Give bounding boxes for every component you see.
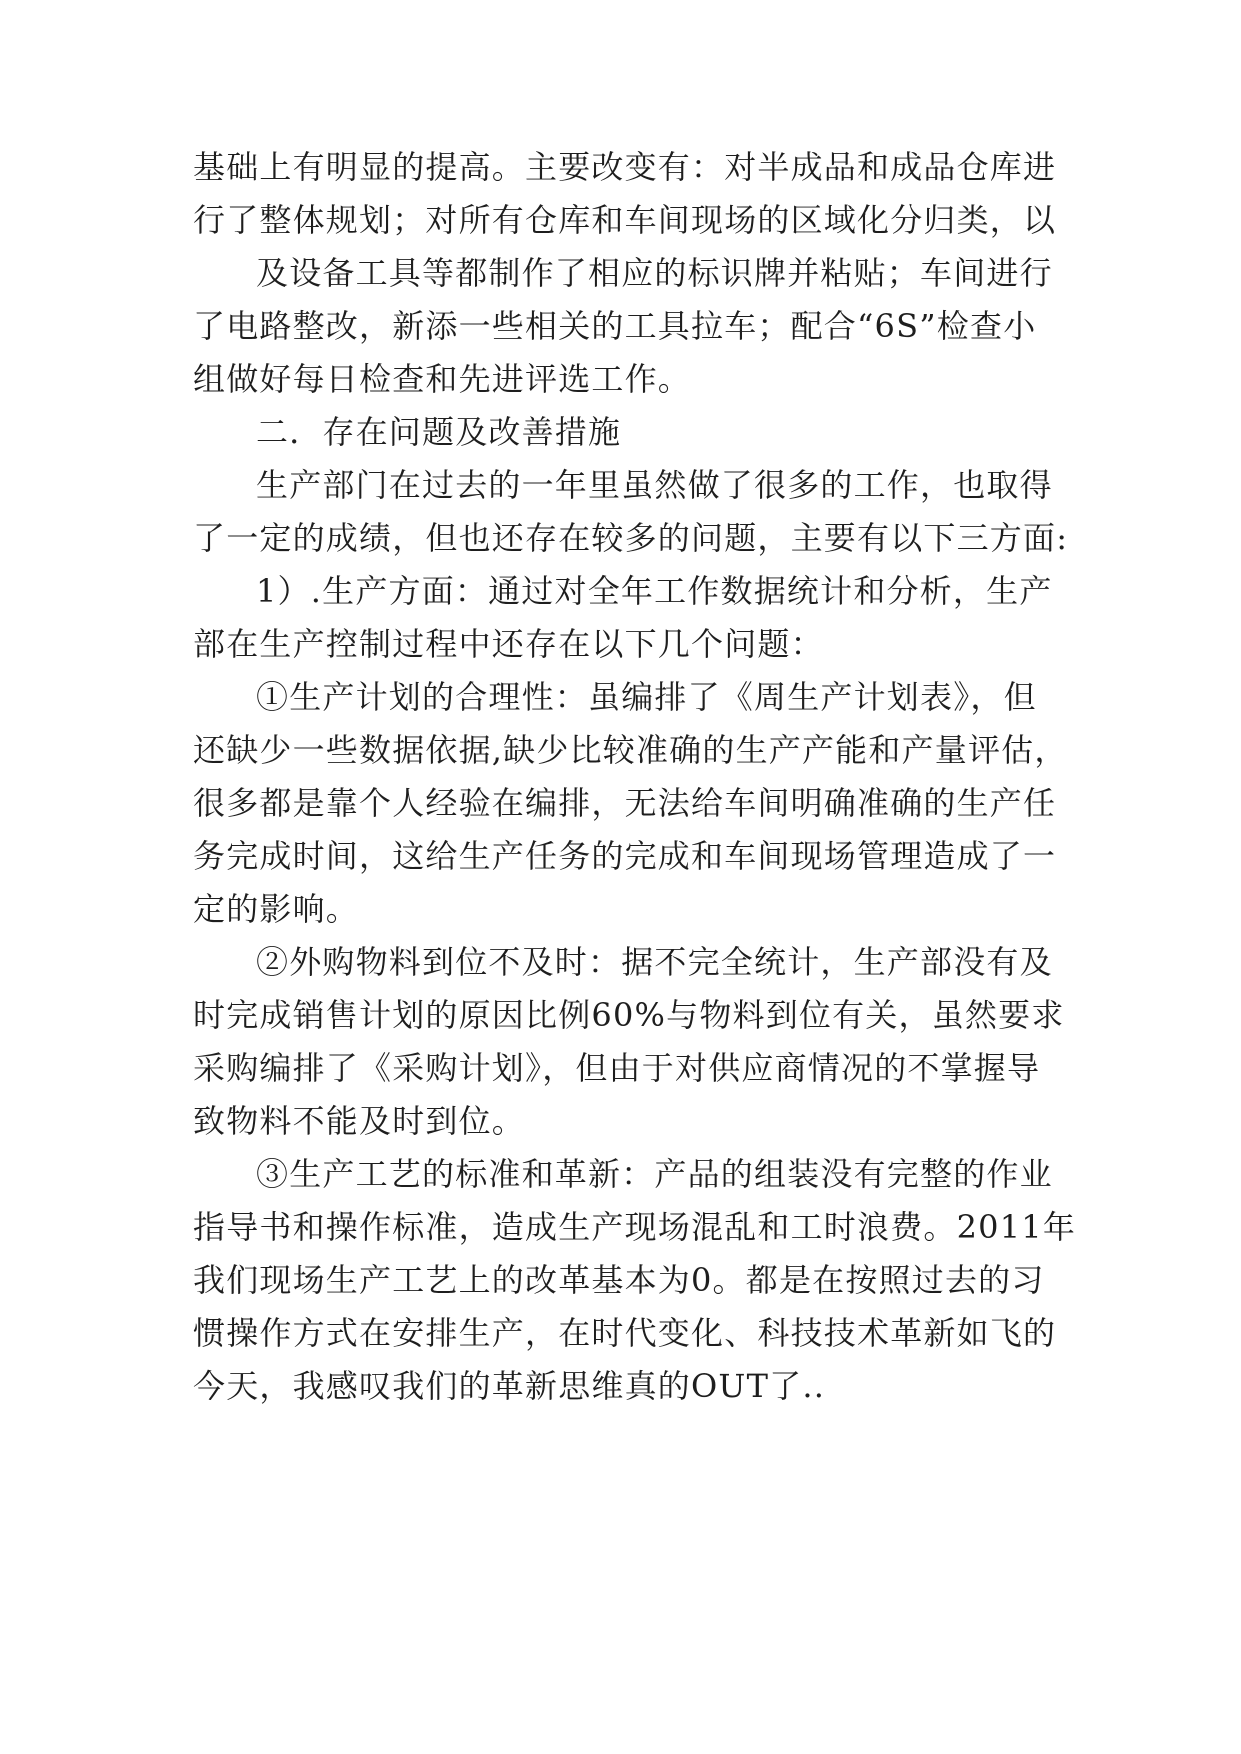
text-line: 生产部门在过去的一年里虽然做了很多的工作，也取得 (256, 466, 1053, 504)
text-line: 还缺少一些数据依据,缺少比较准确的生产产能和产量评估， (193, 731, 1068, 769)
text-line: 了电路整改，新添一些相关的工具拉车；配合“6S”检查小 (193, 307, 1037, 345)
text-line: ②外购物料到位不及时：据不完全统计，生产部没有及 (256, 943, 1053, 981)
text-line: 基础上有明显的提高。主要改变有：对半成品和成品仓库进 (193, 148, 1057, 186)
text-line: ①生产计划的合理性：虽编排了《周生产计划表》，但 (256, 678, 1037, 716)
text-line: 部在生产控制过程中还存在以下几个问题： (193, 625, 824, 663)
text-line: ③生产工艺的标准和革新：产品的组装没有完整的作业 (256, 1155, 1053, 1193)
text-line: 组做好每日检查和先进评选工作。 (193, 360, 692, 398)
text-line: 1）.生产方面：通过对全年工作数据统计和分析，生产 (256, 572, 1053, 610)
text-line: 致物料不能及时到位。 (193, 1102, 526, 1140)
text-line: 惯操作方式在安排生产，在时代变化、科技技术革新如飞的 (193, 1314, 1057, 1352)
text-line: 我们现场生产工艺上的改革基本为0。都是在按照过去的习 (193, 1261, 1045, 1299)
text-line: 时完成销售计划的原因比例60%与物料到位有关，虽然要求 (193, 996, 1065, 1034)
text-line: 了一定的成绩，但也还存在较多的问题，主要有以下三方面: (193, 519, 1069, 557)
text-line: 务完成时间，这给生产任务的完成和车间现场管理造成了一 (193, 837, 1057, 875)
text-line: 行了整体规划；对所有仓库和车间现场的区域化分归类，以 (193, 201, 1057, 239)
text-line: 今天，我感叹我们的革新思维真的OUT了.. (193, 1367, 826, 1405)
text-line: 很多都是靠个人经验在编排，无法给车间明确准确的生产任 (193, 784, 1057, 822)
section-heading: 二．存在问题及改善措施 (256, 413, 622, 451)
text-line: 指导书和操作标准，造成生产现场混乱和工时浪费。2011年 (193, 1208, 1077, 1246)
text-line: 定的影响。 (193, 890, 360, 928)
text-line: 采购编排了《采购计划》，但由于对供应商情况的不掌握导 (193, 1049, 1041, 1087)
text-line: 及设备工具等都制作了相应的标识牌并粘贴；车间进行 (256, 254, 1053, 292)
